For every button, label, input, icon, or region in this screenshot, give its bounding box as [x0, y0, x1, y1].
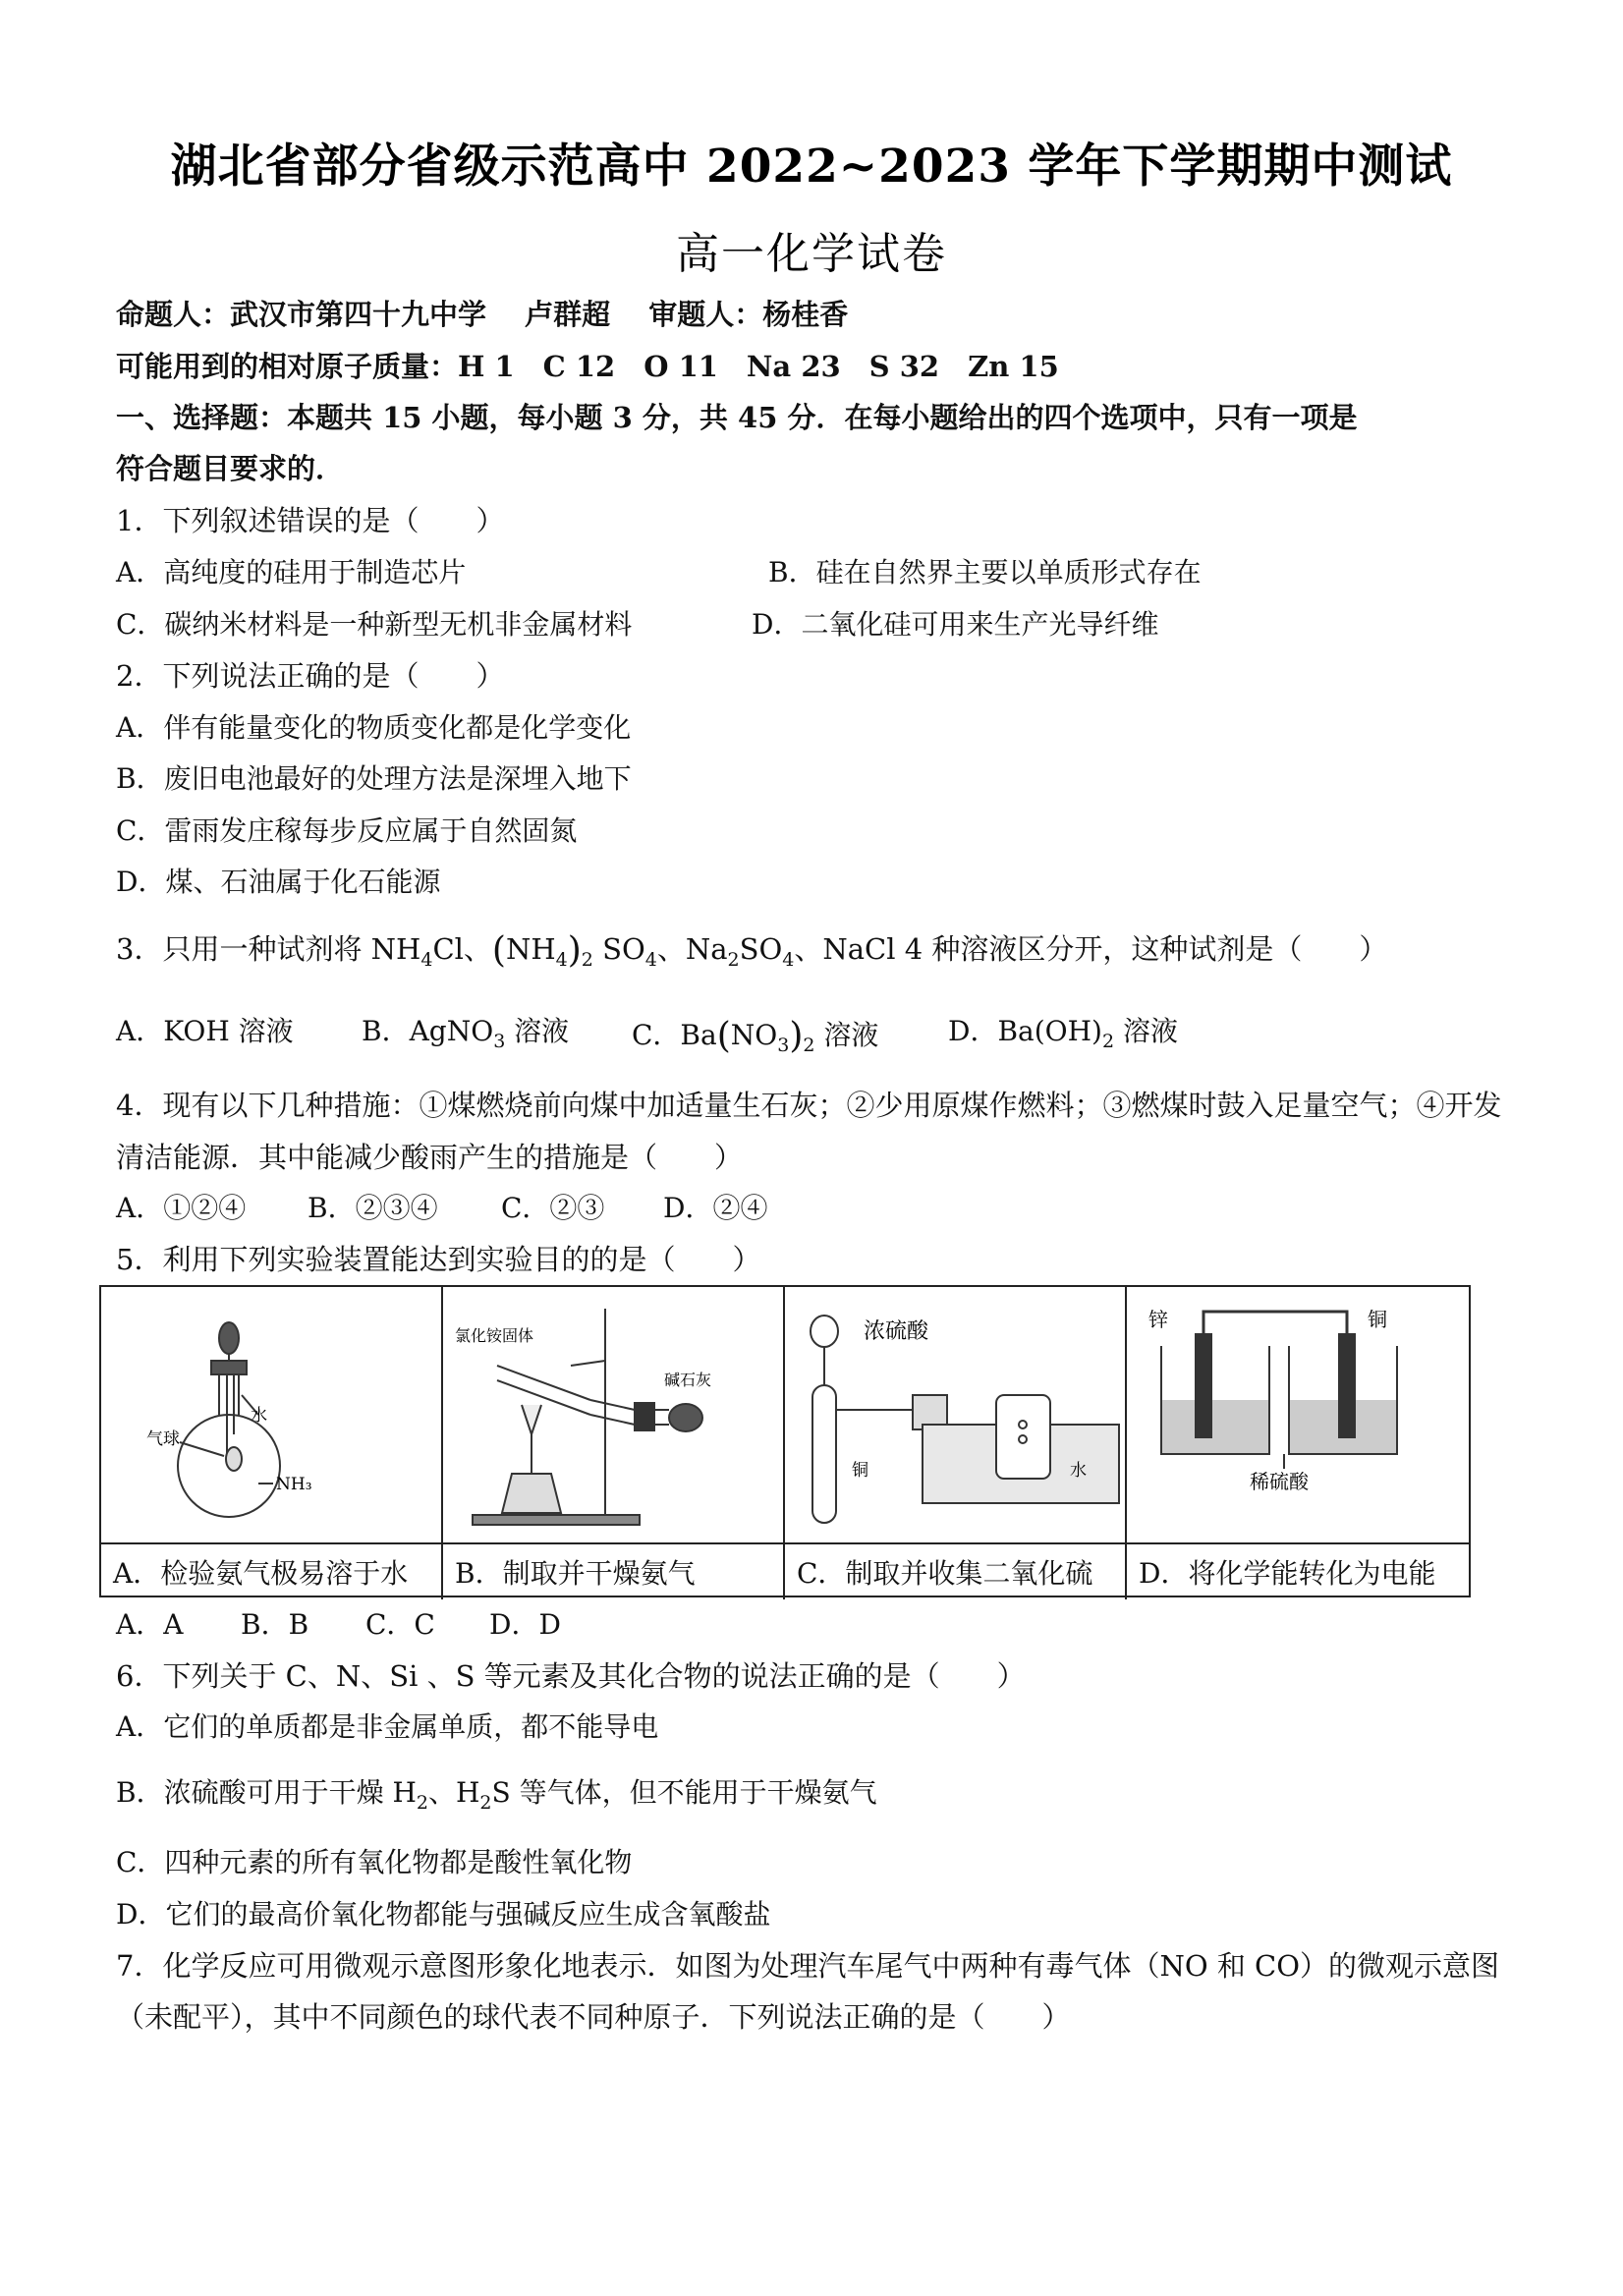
q4-option-a: A．①②④: [116, 1192, 247, 1224]
so2-preparation-figure: [785, 1287, 1125, 1542]
q1-option-a: A．高纯度的硅用于制造芯片: [116, 556, 467, 588]
q3-option-a: A．KOH 溶液: [116, 1015, 294, 1047]
label-copper: 铜: [852, 1461, 868, 1481]
label-nh3: NH₃: [276, 1475, 312, 1494]
question-3-stem: 3．只用一种试剂将 $NH_4Cl$、$(NH_4)_2$ $SO_4$、$Na_2SO_4$、NaCl 4 种溶液区分开，这种试剂是（ ）: [116, 930, 1388, 971]
label-conc-sulfuric-acid: 浓硫酸: [864, 1319, 929, 1344]
apparatus-caption-a: A．检验氨气极易溶于水: [113, 1557, 409, 1590]
label-nh4cl: 氯化铵固体: [455, 1326, 534, 1345]
label-zinc: 锌: [1148, 1308, 1168, 1331]
q2-option-c: C．雷雨发庄稼每步反应属于自然固氮: [116, 814, 578, 847]
apparatus-cell-a: [101, 1287, 443, 1599]
apparatus-cell-d: [1127, 1287, 1469, 1599]
question-5-stem: 5．利用下列实验装置能达到实验目的的是（ ）: [116, 1243, 761, 1276]
q2-option-b: B．废旧电池最好的处理方法是深埋入地下: [116, 762, 632, 795]
q5-option-d: D．D: [489, 1608, 561, 1641]
apparatus-caption-b: B．制取并干燥氨气: [455, 1557, 696, 1590]
q1-option-c: C．碳纳米材料是一种新型无机非金属材料: [116, 608, 633, 641]
apparatus-table: [99, 1285, 1471, 1597]
label-water: 水: [251, 1406, 267, 1426]
apparatus-caption-c: C．制取并收集二氧化硫: [797, 1557, 1093, 1590]
label-soda-lime: 碱石灰: [664, 1371, 712, 1389]
q5-option-b: B．B: [241, 1608, 309, 1641]
q4-option-c: C．②③: [501, 1192, 605, 1224]
q6-option-c: C．四种元素的所有氧化物都是酸性氧化物: [116, 1846, 633, 1878]
q5-option-a: A．A: [116, 1608, 184, 1641]
galvanic-cell-figure: [1127, 1287, 1467, 1542]
question-2-stem: 2．下列说法正确的是（ ）: [116, 659, 505, 693]
question-4-stem-cont: 清洁能源．其中能减少酸雨产生的措施是（ ）: [116, 1141, 744, 1174]
exam-subtitle: 高一化学试卷: [676, 229, 947, 279]
label-balloon: 气球: [146, 1429, 180, 1449]
q2-option-d: D．煤、石油属于化石能源: [116, 866, 441, 898]
question-7-stem: 7．化学反应可用微观示意图形象化地表示．如图为处理汽车尾气中两种有毒气体（NO 和 CO）的微观示意图: [116, 1949, 1500, 1983]
label-dilute-sulfuric-acid: 稀硫酸: [1250, 1470, 1309, 1493]
label-water: 水: [1070, 1461, 1087, 1481]
q1-option-d: D．二氧化硅可用来生产光导纤维: [752, 608, 1159, 641]
apparatus-cell-c: [785, 1287, 1127, 1599]
nh3-preparation-figure: [443, 1287, 783, 1542]
section-instructions-cont: 符合题目要求的．: [116, 452, 345, 485]
apparatus-cell-b: [443, 1287, 785, 1599]
q1-option-b: B．硅在自然界主要以单质形式存在: [768, 556, 1202, 588]
q2-option-a: A．伴有能量变化的物质变化都是化学变化: [116, 711, 632, 744]
label-copper: 铜: [1368, 1308, 1387, 1331]
apparatus-caption-d: D．将化学能转化为电能: [1139, 1557, 1436, 1590]
q6-option-b: B．浓硫酸可用于干燥 $H_2$、$H_2S$ 等气体，但不能用于干燥氨气: [116, 1776, 877, 1814]
nh3-fountain-figure: [101, 1287, 441, 1542]
q5-option-c: C．C: [365, 1608, 435, 1641]
authors-line: 命题人：武汉市第四十九中学 卢群超 审题人：杨桂香: [116, 298, 849, 331]
atomic-masses-line: 可能用到的相对原子质量：H 1 C 12 O 11 Na 23 S 32 Zn 15: [116, 350, 1059, 383]
exam-title: 湖北省部分省级示范高中 2022~2023 学年下学期期中测试: [170, 140, 1453, 194]
q3-option-d: D．$Ba(OH)_2$ 溶液: [948, 1015, 1178, 1052]
q6-option-a: A．它们的单质都是非金属单质，都不能导电: [116, 1710, 659, 1743]
q4-option-b: B．②③④: [308, 1192, 438, 1224]
question-6-stem: 6．下列关于 C、N、Si 、S 等元素及其化合物的说法正确的是（ ）: [116, 1659, 1026, 1693]
q3-option-b: B．AgNO$_3$ 溶液: [362, 1015, 570, 1052]
q6-option-d: D．它们的最高价氧化物都能与强碱反应生成含氧酸盐: [116, 1898, 771, 1931]
question-7-stem-cont: （未配平），其中不同颜色的球代表不同种原子．下列说法正确的是（ ）: [116, 2000, 1071, 2034]
q3-option-c: C．$Ba(NO_3)_2$ 溶液: [632, 1016, 879, 1056]
question-4-stem: 4．现有以下几种措施：①煤燃烧前向煤中加适量生石灰；②少用原煤作燃料；③燃煤时鼓入足量空气；④开发: [116, 1089, 1502, 1122]
question-1-stem: 1．下列叙述错误的是（ ）: [116, 504, 505, 537]
q4-option-d: D．②④: [663, 1192, 768, 1224]
section-instructions: 一、选择题：本题共 15 小题，每小题 3 分，共 45 分．在每小题给出的四个选项中，只有一项是: [116, 401, 1358, 434]
